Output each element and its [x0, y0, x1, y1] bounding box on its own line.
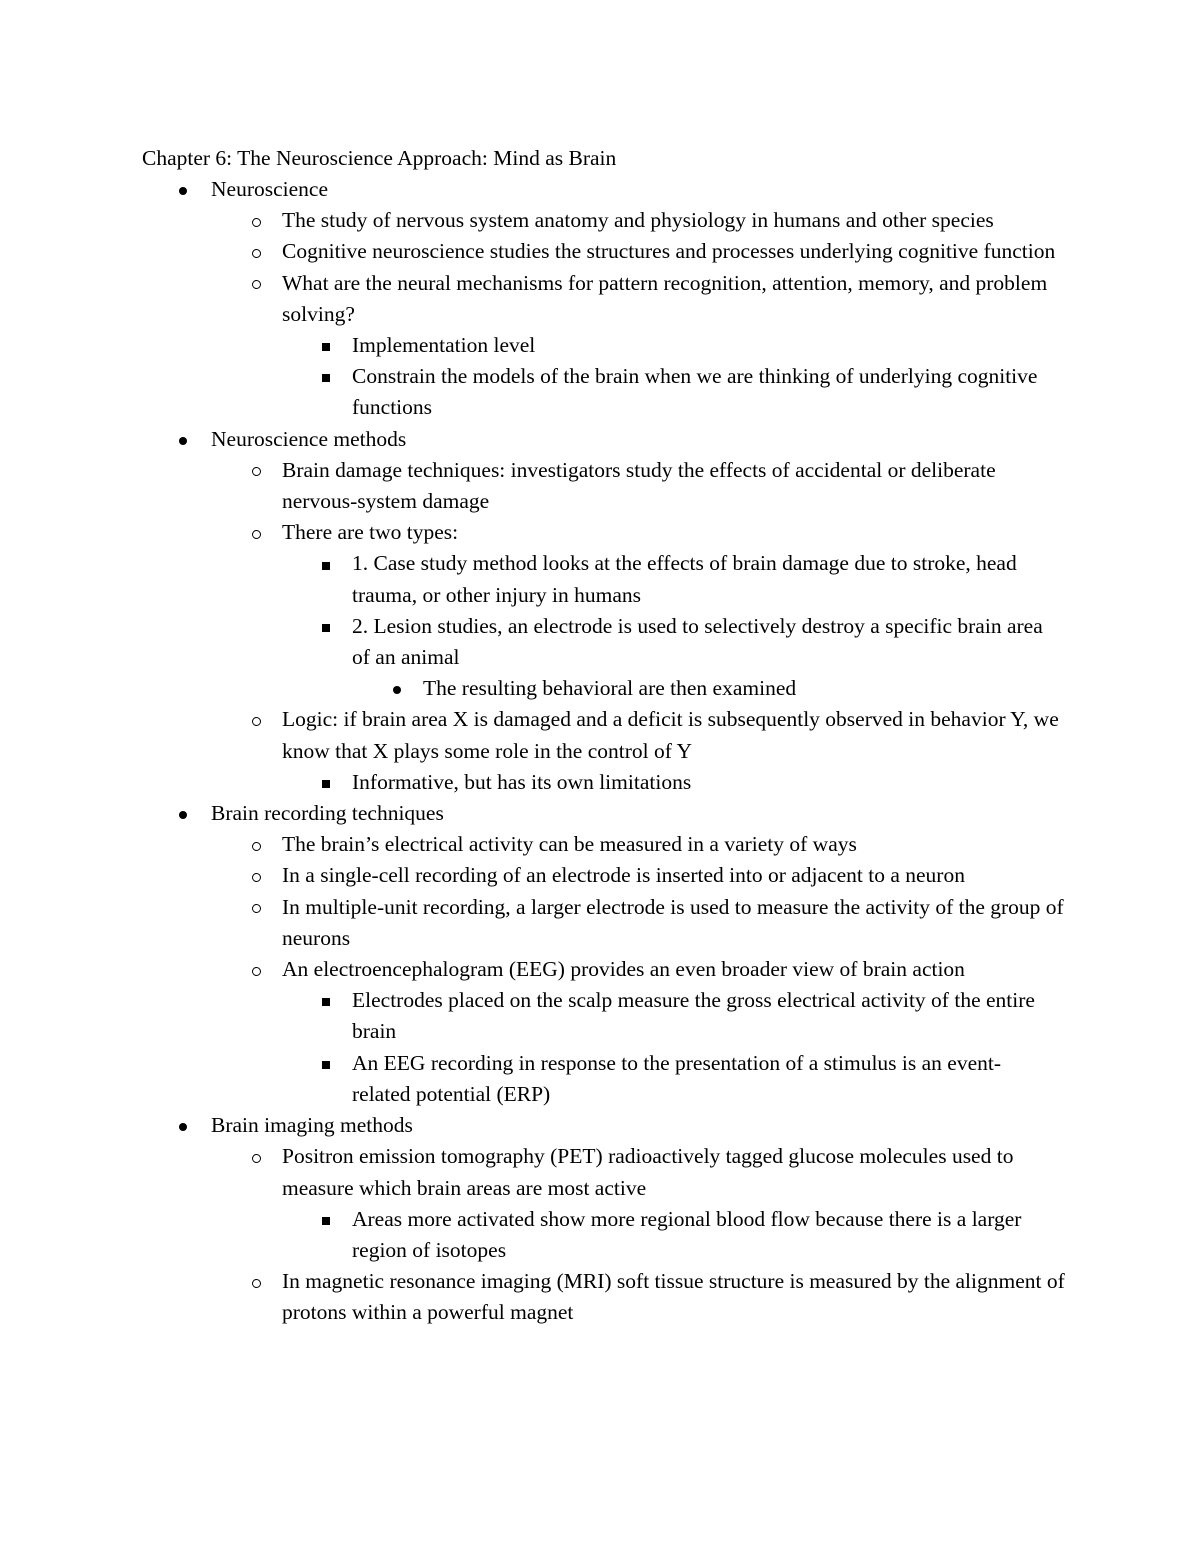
list-item: There are two types: — [282, 517, 1072, 548]
list-subsubitem: The resulting behavioral are then examined — [423, 673, 1043, 704]
list-subitem: Areas more activated show more regional blood flow because there is a larger region of isotopes — [352, 1204, 1052, 1266]
list-item: Logic: if brain area X is damaged and a deficit is subsequently observed in behavior Y, we know that X plays some role in the control of Y — [282, 704, 1072, 766]
list-item: Cognitive neuroscience studies the structures and processes underlying cognitive function — [282, 236, 1072, 267]
list-subitem: Constrain the models of the brain when we are thinking of underlying cognitive functions — [352, 361, 1052, 423]
list-subitem: Informative, but has its own limitations — [352, 767, 1052, 798]
list-subitem: 1. Case study method looks at the effects of brain damage due to stroke, head trauma, or other injury in humans — [352, 548, 1052, 610]
bullet-dot-icon — [173, 424, 193, 455]
list-item: The brain’s electrical activity can be measured in a variety of ways — [282, 829, 1072, 860]
bullet-ring-icon — [246, 455, 266, 486]
section-heading: Brain imaging methods — [211, 1110, 1071, 1141]
list-item: In a single-cell recording of an electrode is inserted into or adjacent to a neuron — [282, 860, 1072, 891]
outline — [0, 174, 1200, 1329]
bullet-square-icon — [316, 548, 336, 579]
list-item: Positron emission tomography (PET) radioactively tagged glucose molecules used to measure which brain areas are most active — [282, 1141, 1072, 1203]
bullet-ring-icon — [246, 860, 266, 891]
list-subitem: Electrodes placed on the scalp measure the gross electrical activity of the entire brain — [352, 985, 1052, 1047]
bullet-ring-icon — [246, 892, 266, 923]
section-heading: Brain recording techniques — [211, 798, 1071, 829]
bullet-dot-icon — [173, 798, 193, 829]
bullet-square-icon — [316, 611, 336, 642]
list-item: Brain damage techniques: investigators study the effects of accidental or deliberate nervous-system damage — [282, 455, 1072, 517]
bullet-ring-icon — [246, 829, 266, 860]
bullet-square-icon — [316, 330, 336, 361]
bullet-dot-icon — [173, 1110, 193, 1141]
bullet-ring-icon — [246, 954, 266, 985]
list-subitem: Implementation level — [352, 330, 1052, 361]
bullet-ring-icon — [246, 704, 266, 735]
list-item: The study of nervous system anatomy and physiology in humans and other species — [282, 205, 1072, 236]
bullet-square-icon — [316, 985, 336, 1016]
list-item: In multiple-unit recording, a larger electrode is used to measure the activity of the group of neurons — [282, 892, 1072, 954]
bullet-ring-icon — [246, 517, 266, 548]
bullet-square-icon — [316, 1048, 336, 1079]
bullet-ring-icon — [246, 1141, 266, 1172]
bullet-ring-icon — [246, 268, 266, 299]
bullet-square-icon — [316, 361, 336, 392]
bullet-dot-icon — [173, 174, 193, 205]
section-heading: Neuroscience — [211, 174, 1071, 205]
list-subitem: An EEG recording in response to the presentation of a stimulus is an event-related potential (ERP) — [352, 1048, 1052, 1110]
section-heading: Neuroscience methods — [211, 424, 1071, 455]
bullet-dot-icon — [387, 673, 407, 704]
bullet-square-icon — [316, 1204, 336, 1235]
bullet-ring-icon — [246, 1266, 266, 1297]
bullet-square-icon — [316, 767, 336, 798]
bullet-ring-icon — [246, 205, 266, 236]
list-item: An electroencephalogram (EEG) provides an even broader view of brain action — [282, 954, 1072, 985]
list-subitem: 2. Lesion studies, an electrode is used to selectively destroy a specific brain area of an animal — [352, 611, 1052, 673]
list-item: In magnetic resonance imaging (MRI) soft tissue structure is measured by the alignment of protons within a powerful magnet — [282, 1266, 1072, 1328]
page-title: Chapter 6: The Neuroscience Approach: Mind as Brain — [142, 146, 617, 170]
bullet-ring-icon — [246, 236, 266, 267]
list-item: What are the neural mechanisms for pattern recognition, attention, memory, and problem solving? — [282, 268, 1072, 330]
